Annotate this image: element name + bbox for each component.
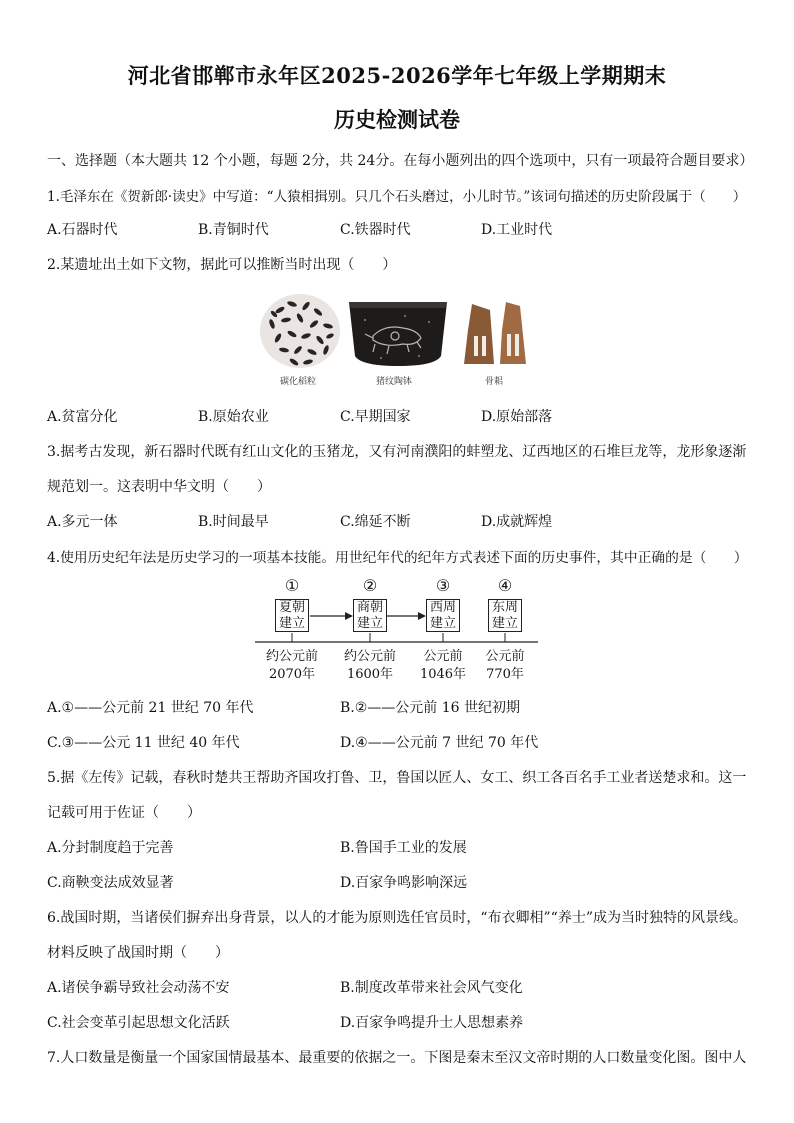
- q1-option-d: D.工业时代: [481, 222, 553, 238]
- timeline-marker-3: ③: [435, 576, 451, 595]
- bone-spade-image: [462, 300, 532, 370]
- event-dongzhou-line2: 建立: [491, 616, 518, 631]
- question-2-stem: 2.某遗址出土如下文物，据此可以推断当时出现（ ）: [47, 257, 397, 273]
- timeline-date-1: [252, 648, 332, 684]
- artifact-figure: [255, 292, 535, 388]
- event-dongzhou-line1: 东周: [491, 600, 518, 615]
- q4-option-a: A.①——公元前 21 世纪 70 年代: [47, 700, 254, 716]
- question-3-stem-line2: 规范划一。这表明中华文明（ ）: [47, 479, 271, 495]
- q4-option-d: D.④——公元前 7 世纪 70 年代: [340, 735, 539, 751]
- timeline-marker-1: ①: [284, 576, 300, 595]
- date-3-line1: 公元前: [423, 649, 463, 664]
- event-shang-line2: 建立: [356, 616, 383, 631]
- exam-title: 河北省邯郸市永年区2025-2026学年七年级上学期期末: [127, 63, 667, 88]
- question-5-stem-line1: 5.据《左传》记载，春秋时楚共王帮助齐国攻打鲁、卫，鲁国以匠人、女工、织工各百名手工业者送楚求和。这一: [47, 770, 747, 786]
- q2-option-a: A.贫富分化: [47, 409, 118, 425]
- question-6-stem-line2: 材料反映了战国时期（ ）: [47, 945, 229, 961]
- caption-rice: 碳化稻粒: [280, 377, 317, 387]
- section-heading: 一、选择题（本大题共 12 个小题，每题 2分，共 24分。在每小题列出的四个选项中，只有一项最符合题目要求）: [47, 153, 754, 169]
- question-6-stem-line1: 6.战国时期，当诸侯们摒弃出身背景，以人的才能为原则选任官员时，“布衣卿相”“养士”成为当时独特的风景线。: [47, 910, 747, 926]
- q2-option-c: C.早期国家: [340, 409, 411, 425]
- event-xizhou-line1: 西周: [429, 600, 456, 615]
- q6-option-c: C.社会变革引起思想文化活跃: [47, 1015, 230, 1031]
- q1-option-c: C.铁器时代: [340, 222, 411, 238]
- event-xizhou-line2: 建立: [429, 616, 456, 631]
- q5-option-b: B.鲁国手工业的发展: [340, 840, 467, 856]
- q4-option-b: B.②——公元前 16 世纪初期: [340, 700, 521, 716]
- timeline-date-2: [330, 648, 410, 684]
- timeline-marker-2: ②: [362, 576, 378, 595]
- date-2-line2: 1600年: [346, 667, 394, 682]
- question-3-stem-line1: 3.据考古发现，新石器时代既有红山文化的玉猪龙，又有河南濮阳的蚌塑龙、辽西地区的石堆巨龙等，龙形象逐渐: [47, 444, 747, 460]
- question-1-stem: 1.毛泽东在《贺新郎·读史》中写道：“人猿相揖别。只几个石头磨过，小儿时节。”该词句描述的历史阶段属于（ ）: [47, 189, 747, 205]
- q4-option-c: C.③——公元 11 世纪 40 年代: [47, 735, 240, 751]
- date-4-line1: 公元前: [485, 649, 525, 664]
- pig-pottery-bowl-image: [345, 296, 451, 370]
- timeline-figure: [255, 574, 545, 686]
- q1-option-a: A.石器时代: [47, 222, 118, 238]
- q3-option-a: A.多元一体: [47, 514, 118, 530]
- q5-option-a: A.分封制度趋于完善: [47, 840, 174, 856]
- date-1-line1: 约公元前: [265, 649, 318, 664]
- exam-subtitle: 历史检测试卷: [334, 107, 460, 132]
- timeline-event-shang: [353, 599, 387, 632]
- event-xia-line2: 建立: [278, 616, 305, 631]
- q5-option-d: D.百家争鸣影响深远: [340, 875, 468, 891]
- timeline-event-xizhou: [426, 599, 460, 632]
- q6-option-b: B.制度改革带来社会风气变化: [340, 980, 523, 996]
- q6-option-a: A.诸侯争霸导致社会动荡不安: [47, 980, 230, 996]
- timeline-marker-4: ④: [497, 576, 513, 595]
- date-1-line2: 2070年: [268, 667, 316, 682]
- q2-option-d: D.原始部落: [481, 409, 553, 425]
- question-5-stem-line2: 记载可用于佐证（ ）: [47, 805, 201, 821]
- event-xia-line1: 夏朝: [278, 600, 305, 615]
- q2-option-b: B.原始农业: [198, 409, 269, 425]
- q1-option-b: B.青铜时代: [198, 222, 269, 238]
- q3-option-b: B.时间最早: [198, 514, 269, 530]
- timeline-event-xia: [275, 599, 309, 632]
- timeline-event-dongzhou: [488, 599, 522, 632]
- caption-bone-spade: 骨耜: [485, 377, 504, 387]
- timeline-date-4: [465, 648, 545, 684]
- question-4-stem: 4.使用历史纪年法是历史学习的一项基本技能。用世纪年代的纪年方式表述下面的历史事件，其中正确的是（ ）: [47, 550, 748, 566]
- carbonized-rice-image: [258, 292, 342, 370]
- q5-option-c: C.商鞅变法成效显著: [47, 875, 174, 891]
- date-2-line1: 约公元前: [343, 649, 396, 664]
- date-4-line2: 770年: [486, 667, 524, 682]
- q6-option-d: D.百家争鸣提升士人思想素养: [340, 1015, 524, 1031]
- date-3-line2: 1046年: [419, 667, 467, 682]
- q3-option-c: C.绵延不断: [340, 514, 411, 530]
- question-7-stem-line1: 7.人口数量是衡量一个国家国情最基本、最重要的依据之一。下图是秦末至汉文帝时期的人口数量变化图。图中人: [47, 1050, 747, 1066]
- event-shang-line1: 商朝: [356, 600, 383, 615]
- q3-option-d: D.成就辉煌: [481, 514, 553, 530]
- caption-bowl: 猪纹陶钵: [376, 377, 413, 387]
